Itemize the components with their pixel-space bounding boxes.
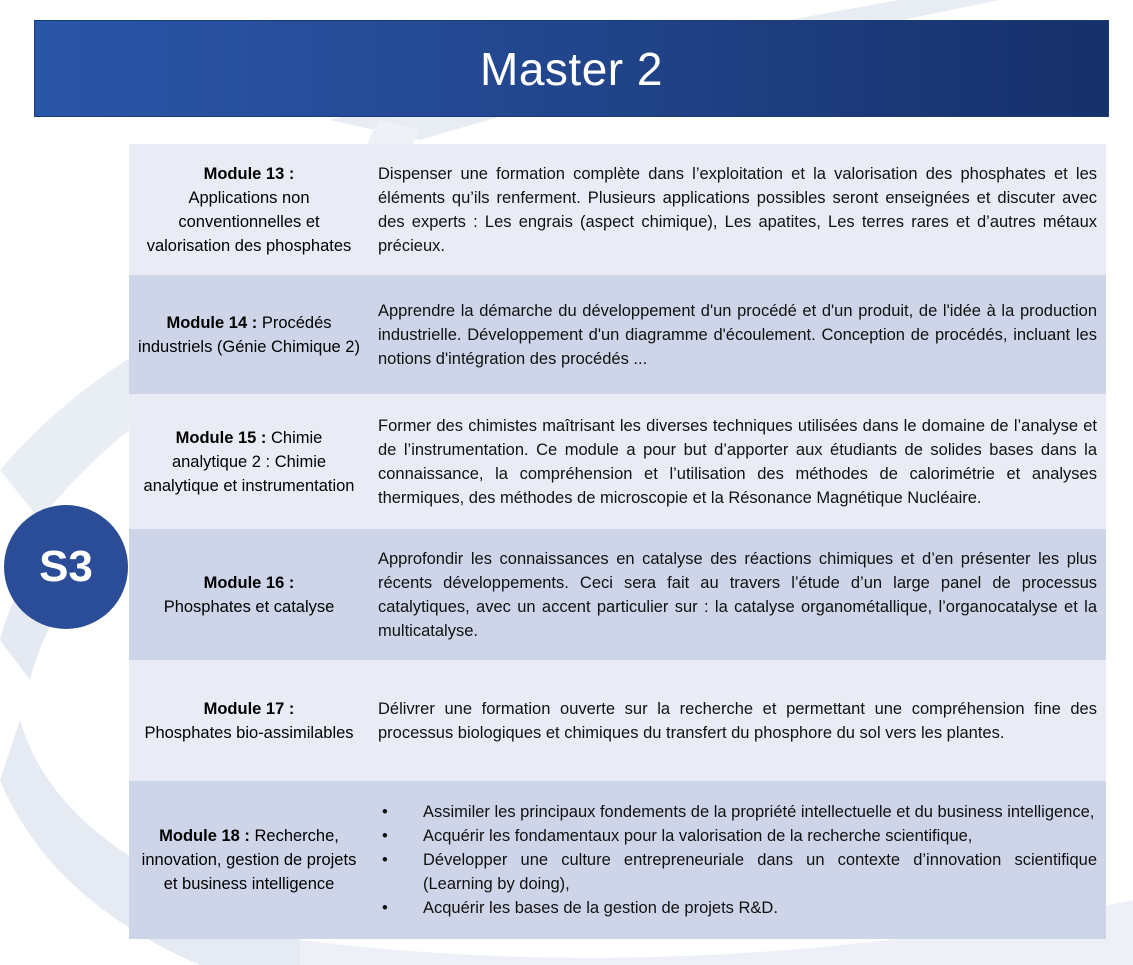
- module-title-cell: [129, 394, 369, 529]
- module-name: Phosphates bio-assimilables: [144, 723, 354, 742]
- module-title-cell: [129, 781, 369, 939]
- module-name: Recherche, innovation, gestion de projets et business intelligence: [141, 827, 357, 893]
- module-name: Procédés industriels (Génie Chimique 2): [138, 313, 360, 356]
- module-name: Chimie analytique 2 : Chimie analytique et instrumentation: [143, 428, 355, 495]
- module-number: Module 13 :: [203, 164, 295, 183]
- list-item: • Développer une culture entrepreneuriale dans un contexte d’innovation scientifique (Learning by doing),: [378, 848, 1097, 896]
- page-title: Master 2: [480, 42, 663, 95]
- module-description-cell: [369, 275, 1106, 394]
- module-number: Module 18 :: [159, 827, 250, 845]
- module-number: Module 17 :: [203, 699, 295, 718]
- module-description: Former des chimistes maîtrisant les diverses techniques utilisées dans le domaine de l’analyse et de l’instrumentation. Ce module a pour but d’apporter aux étudiants de solides bases dans la connaissance, la compréhension et l’utilisation des méthodes de calorimétrie et analyses thermiques, des méthodes de microscopie et la Résonance Magnétique Nucléaire.: [378, 416, 1097, 507]
- semester-label: S3: [39, 542, 93, 591]
- list-item: • Acquérir les bases de la gestion de projets R&D.: [378, 896, 1097, 920]
- module-description-cell: [369, 781, 1106, 939]
- module-row-13: [129, 144, 1106, 275]
- module-row-18: [129, 781, 1106, 939]
- module-title-cell: [129, 660, 369, 781]
- list-item: • Acquérir les fondamentaux pour la valorisation de la recherche scientifique,: [378, 824, 1097, 848]
- module-description-cell: [369, 394, 1106, 529]
- module-title-cell: [129, 144, 369, 275]
- module-description: Apprendre la démarche du développement d'un procédé et d'un produit, de l'idée à la production industrielle. Développement d'un diagramme d'écoulement. Conception de procédés, incluant les notions d'intégration des procédés ...: [378, 301, 1097, 368]
- title-banner: [34, 20, 1109, 117]
- bullet-marker: •: [382, 827, 388, 845]
- module-number: Module 14 :: [166, 313, 258, 332]
- module-row-15: [129, 394, 1106, 529]
- module-description: Dispenser une formation complète dans l’exploitation et la valorisation des phosphates et les éléments qu’ils renferment. Plusieurs applications possibles seront enseignées et discuter avec des experts : Les engrais (aspect chimique), Les apatites, Les terres rares et d’autres métaux précieux.: [378, 164, 1097, 255]
- list-item: • Assimiler les principaux fondements de la propriété intellectuelle et du business intelligence,: [378, 800, 1097, 824]
- module-description: Délivrer une formation ouverte sur la recherche et permettant une compréhension fine des processus biologiques et chimiques du transfert du phosphore du sol vers les plantes.: [378, 699, 1097, 742]
- module-description-cell: [369, 144, 1106, 275]
- module-bullet-list: [378, 800, 1097, 920]
- module-name: Applications non conventionnelles et valorisation des phosphates: [146, 188, 352, 255]
- module-description-cell: [369, 660, 1106, 781]
- module-description-cell: [369, 529, 1106, 660]
- module-name: Phosphates et catalyse: [163, 597, 335, 616]
- module-description: Approfondir les connaissances en catalyse des réactions chimiques et d’en présenter les plus récents développements. Ceci sera fait au travers l’étude d’un large panel de processus catalytiques, avec un accent particulier sur : la catalyse organométallique, l’organocatalyse et la multicatalyse.: [378, 549, 1097, 640]
- bullet-marker: •: [382, 899, 388, 917]
- module-row-14: [129, 275, 1106, 394]
- module-row-16: [129, 529, 1106, 660]
- bullet-marker: •: [382, 851, 388, 869]
- module-title-cell: [129, 275, 369, 394]
- semester-badge: [4, 505, 128, 629]
- bullet-marker: •: [382, 803, 388, 821]
- module-number: Module 15 :: [175, 428, 267, 447]
- module-number: Module 16 :: [203, 573, 295, 592]
- module-row-17: [129, 660, 1106, 781]
- module-title-cell: [129, 529, 369, 660]
